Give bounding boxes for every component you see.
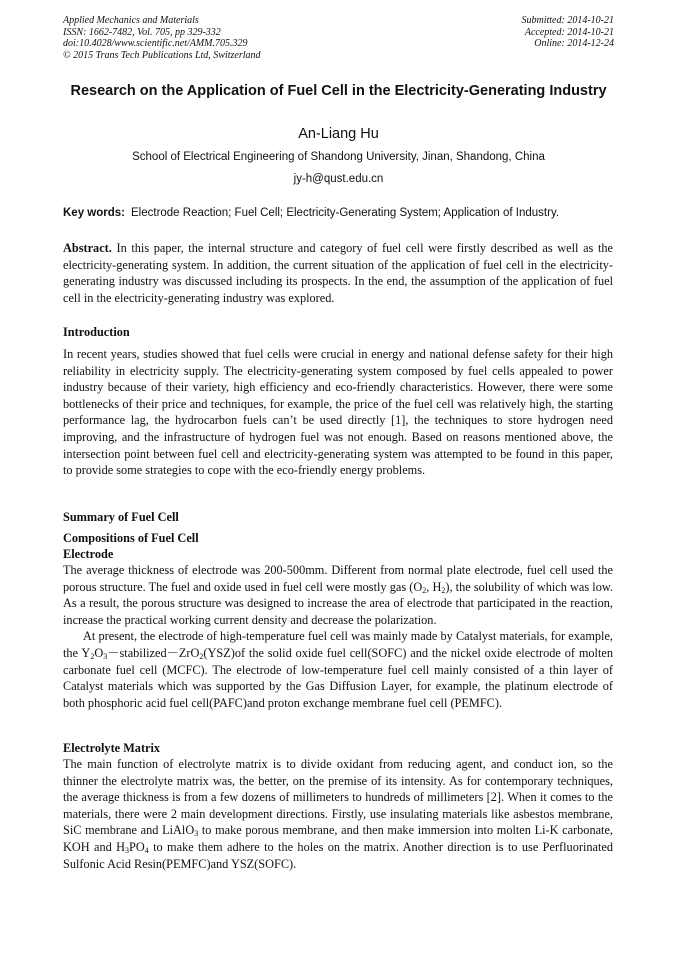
author-email[interactable]: jy-h@qust.edu.cn	[293, 173, 384, 185]
issn-line: ISSN: 1662-7482, Vol. 705, pp 329-332	[63, 26, 221, 38]
journal-header	[63, 15, 261, 61]
abstract-label: Abstract.	[63, 241, 112, 255]
electrolyte-body	[63, 756, 613, 872]
online-date: Online: 2014-12-24	[534, 38, 614, 49]
abstract	[63, 240, 613, 306]
keywords	[63, 206, 623, 220]
keywords-label: Key words:	[63, 207, 125, 219]
electrode-heading: Electrode	[63, 547, 114, 561]
compositions-heading: Compositions of Fuel Cell	[63, 531, 199, 545]
author-name: An-Liang Hu	[298, 126, 379, 142]
electrolyte-heading: Electrolyte Matrix	[63, 741, 161, 755]
electrode-paragraph-2: At present, the electrode of high-temperature fuel cell was mainly made by Catalyst materials, for example, the $Y_2O_3-stabilized-ZrO_2(YSZ)of$ the solid oxide fuel cell(SOFC) and the nickel oxide electrode of molten carbonate fuel cell (MCFC). The electrode of low-temperature fuel cell mainly consisted of a thin layer of Catalyst materials which was supported by the Gas Diffusion Layer, for example, the platinum electrode of both phosphoric acid fuel cell(PAFC)and proton exchange membrane fuel cell (PEMFC).	[63, 629, 613, 710]
introduction-body	[63, 346, 613, 479]
paper-title: Research on the Application of Fuel Cell in the Electricity-Generating Industry	[70, 83, 607, 99]
accepted-date: Accepted: 2014-10-21	[524, 26, 614, 38]
doi-line[interactable]: doi:10.4028/www.scientific.net/AMM.705.329	[63, 38, 248, 49]
dates-header	[522, 15, 615, 50]
abstract-text: In this paper, the internal structure and category of fuel cell were firstly described as well as the electricity-generating system. In addition, the current situation of the application of fuel cell in the electricity-generating industry was discussed including its prospects. In the end, the assumption of the application of fuel cell in the electricity-generating industry was explored.	[63, 241, 613, 305]
introduction-heading: Introduction	[63, 325, 130, 339]
submitted-date: Submitted: 2014-10-21	[521, 15, 614, 26]
affiliation: School of Electrical Engineering of Shandong University, Jinan, Shandong, China	[132, 151, 545, 163]
copyright-line: © 2015 Trans Tech Publications Ltd, Switzerland	[63, 49, 261, 61]
journal-name: Applied Mechanics and Materials	[63, 15, 199, 26]
summary-heading: Summary of Fuel Cell	[63, 510, 179, 524]
electrode-body	[63, 562, 613, 711]
electrode-paragraph-1: The average thickness of electrode was 200-500mm. Different from normal plate electrode, fuel cell used the porous structure. The fuel and oxide used in fuel cell were mostly gas ($O_2$, $H_2$), the solubility of which was low. As a result, the porous structure was designed to increase the area of electrode that participated in the reaction, increase the practical working current density and decrease the polarization.	[63, 563, 613, 627]
keywords-text: Electrode Reaction; Fuel Cell; Electricity-Generating System; Application of Industry.	[131, 207, 560, 219]
introduction-text: In recent years, studies showed that fuel cells were crucial in energy and national defense safety for their high reliability in electricity supply. The electricity-generating system composed by fuel cells appealed to power industry because of their variety, high efficiency and eco-friendly characteristics. However, there were some bottlenecks of their price and techniques, for example, the price of the fuel cell was relatively high, the starting performance lag, the hydrocarbon fuels can’t be used directly [1], the techniques to store hydrogen need improving, and the infrastructure of hydrogen fuel was not enough. Based on reasons mentioned above, the intersection point between fuel cell and electricity-generating system was attempted to be found in this paper, to provide some strategies to cope with the eco-friendly energy problems.	[63, 347, 613, 478]
electrolyte-paragraph: The main function of electrolyte matrix is to divide oxidant from reducing agent, and conduct ion, so the thinner the electrolyte matrix was, the better, on the premise of its intensity. As for contemporary techniques, the average thickness is from a few dozens of millimeters to hundreds of millimeters [2]. When it comes to the materials, there were 2 main development directions. Firstly, use insulating materials like asbestos membrane, SiC membrane and LiAlO$_3$ to make porous membrane, and then make immersion into molten Li-K carbonate, KOH and $H_3PO_4$ to make them adhere to the holes on the matrix. Another direction is to use Perfluorinated Sulfonic Acid Resin(PEMFC)and YSZ(SOFC).	[63, 757, 613, 871]
